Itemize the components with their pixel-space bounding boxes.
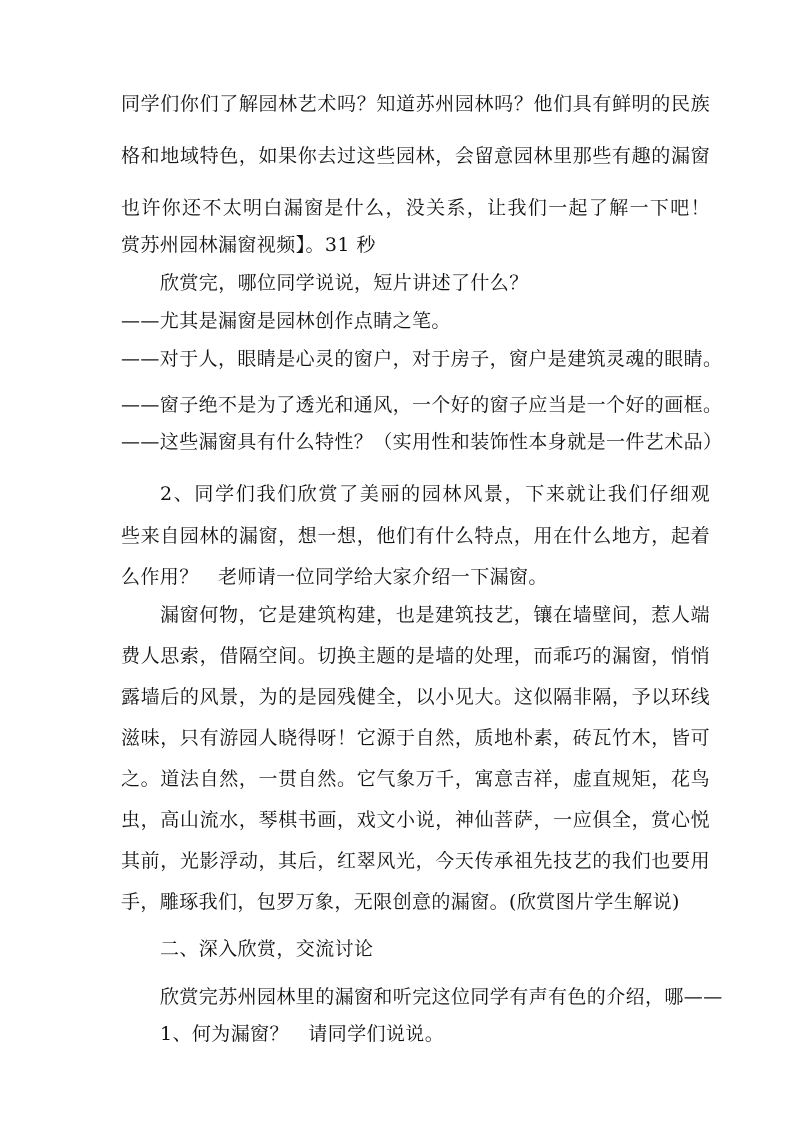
paragraph-3-line-8: 手，雕琢我们，包罗万象，无限创意的漏窗。(欣赏图片学生解说)	[121, 891, 680, 913]
paragraph-3-line-1: 漏窗何物，它是建筑构建，也是建筑技艺，镶在墙壁间，惹人端	[160, 604, 710, 626]
answer-dash-1: ——尤其是漏窗是园林创作点睛之笔。	[121, 310, 451, 332]
paragraph-3-line-6: 虫，高山流水，琴棋书画，戏文小说，神仙菩萨，一应俱全，赏心悦	[121, 809, 710, 831]
paragraph-4-line-1: 欣赏完苏州园林里的漏窗和听完这位同学有声有色的介绍，哪——	[160, 986, 723, 1008]
section-heading-2: 二、深入欣赏，交流讨论	[160, 938, 374, 960]
paragraph-intro-line-2: 格和地域特色，如果你去过这些园林，会留意园林里那些有趣的漏窗	[121, 145, 710, 167]
paragraph-2-line-2: 些来自园林的漏窗，想一想，他们有什么特点，用在什么地方，起着	[121, 525, 710, 547]
paragraph-2-line-1: 2、同学们我们欣赏了美丽的园林风景，下来就让我们仔细观	[160, 483, 710, 505]
answer-dash-4: ——这些漏窗具有什么特性？（实用性和装饰性本身就是一件艺术品）	[121, 431, 723, 453]
paragraph-intro-line-3: 也许你还不太明白漏窗是什么，没关系，让我们一起了解一下吧！	[121, 197, 710, 219]
paragraph-2-line-3: 么作用？ 老师请一位同学给大家介绍一下漏窗。	[121, 566, 548, 588]
answer-dash-2: ——对于人，眼睛是心灵的窗户，对于房子，窗户是建筑灵魂的眼睛。	[121, 348, 723, 370]
answer-dash-3: ——窗子绝不是为了透光和通风，一个好的窗子应当是一个好的画框。	[121, 394, 723, 416]
question-1: 1、何为漏窗？ 请同学们说说。	[160, 1023, 445, 1045]
paragraph-3-line-2: 费人思索，借隔空间。切换主题的是墙的处理，而乖巧的漏窗，悄悄	[121, 645, 710, 667]
paragraph-intro-line-1: 同学们你们了解园林艺术吗？知道苏州园林吗？他们具有鲜明的民族	[121, 93, 710, 115]
paragraph-3-line-3: 露墙后的风景，为的是园残健全，以小见大。这似隔非隔，予以环线	[121, 686, 710, 708]
paragraph-3-line-5: 之。道法自然，一贯自然。它气象万千，寓意吉祥，虚直规矩，花鸟	[121, 768, 710, 790]
question-watch: 欣赏完，哪位同学说说，短片讲述了什么？	[160, 272, 529, 294]
paragraph-3-line-4: 滋味，只有游园人晓得呀！它源于自然，质地朴素，砖瓦竹木，皆可	[121, 727, 710, 749]
paragraph-intro-line-4: 赏苏州园林漏窗视频】。31 秒	[121, 234, 376, 256]
paragraph-3-line-7: 其前，光影浮动，其后，红翠风光，今天传承祖先技艺的我们也要用	[121, 850, 710, 872]
